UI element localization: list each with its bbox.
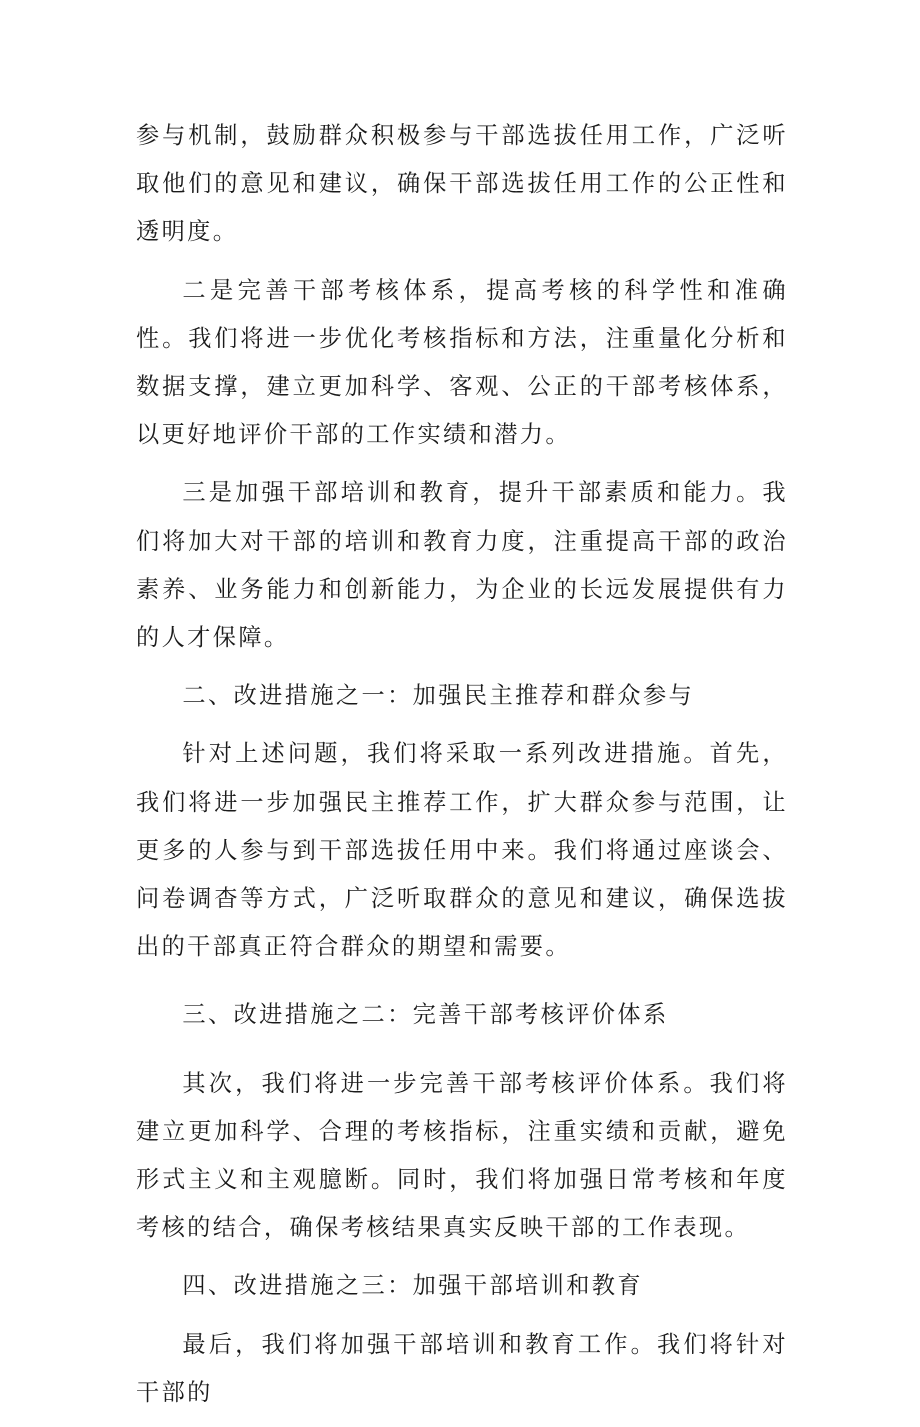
paragraph-measure-two: 其次，我们将进一步完善干部考核评价体系。我们将建立更加科学、合理的考核指标，注重实绩和贡献，避免形式主义和主观臆断。同时，我们将加强日常考核和年度考核的结合，确保考核结果真实反映干部的工作表现。 bbox=[136, 1069, 788, 1242]
document-body bbox=[136, 112, 788, 1427]
paragraph-cadre-assessment: 二是完善干部考核体系，提高考核的科学性和准确性。我们将进一步优化考核指标和方法，注重量化分析和数据支撑，建立更加科学、客观、公正的干部考核体系，以更好地评价干部的工作实绩和潜力。 bbox=[136, 276, 788, 449]
section-heading-measure-one: 二、改进措施之一：加强民主推荐和群众参与 bbox=[182, 682, 695, 710]
section-heading-measure-two: 三、改进措施之二：完善干部考核评价体系 bbox=[182, 1001, 669, 1029]
paragraph-measure-one: 针对上述问题，我们将采取一系列改进措施。首先，我们将进一步加强民主推荐工作，扩大群众参与范围，让更多的人参与到干部选拔任用中来。我们将通过座谈会、问卷调杳等方式，广泛听取群众的意见和建议，确保选拔出的干部真正符合群众的期望和需要。 bbox=[136, 740, 788, 961]
section-heading-measure-three: 四、改进措施之三：加强干部培训和教育 bbox=[182, 1272, 643, 1300]
paragraph-cadre-training: 三是加强干部培训和教育，提升干部素质和能力。我们将加大对干部的培训和教育力度，注重提高干部的政治素养、业务能力和创新能力，为企业的长远发展提供有力的人才保障。 bbox=[136, 479, 788, 652]
paragraph-continuation: 参与机制，鼓励群众积极参与干部选拔任用工作，广泛听取他们的意见和建议，确保干部选拔任用工作的公正性和透明度。 bbox=[136, 122, 788, 246]
paragraph-measure-three: 最后，我们将加强干部培训和教育工作。我们将针对干部的 bbox=[136, 1330, 788, 1406]
